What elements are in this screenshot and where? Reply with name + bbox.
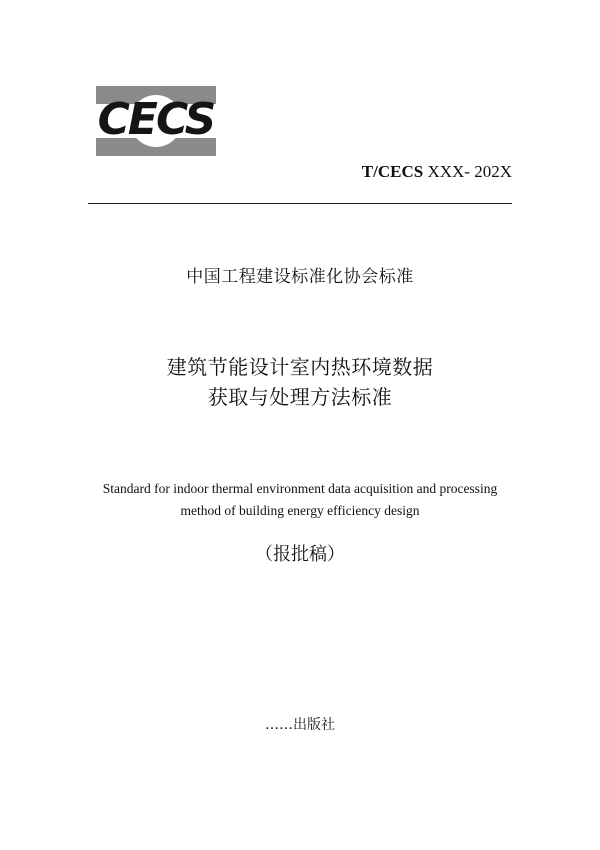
english-title-line-2: method of building energy efficiency design bbox=[180, 503, 420, 518]
standard-prefix: T/CECS bbox=[361, 162, 424, 181]
draft-status: （报批稿） bbox=[255, 544, 345, 565]
title-line-1: 建筑节能设计室内热环境数据 bbox=[166, 355, 434, 379]
standard-code: XXX- 202X bbox=[427, 162, 512, 181]
title-line-2: 获取与处理方法标准 bbox=[207, 385, 393, 409]
standard-number bbox=[362, 162, 512, 182]
publisher-name: ……出版社 bbox=[265, 717, 335, 733]
document-title bbox=[0, 352, 600, 412]
logo-text: CECS bbox=[97, 94, 215, 145]
cecs-logo bbox=[90, 86, 222, 156]
header-divider bbox=[88, 203, 512, 204]
english-title-line-1: Standard for indoor thermal environment data acquisition and processing bbox=[102, 481, 498, 496]
association-name: 中国工程建设标准化协会标准 bbox=[186, 267, 414, 287]
english-title bbox=[0, 478, 600, 522]
